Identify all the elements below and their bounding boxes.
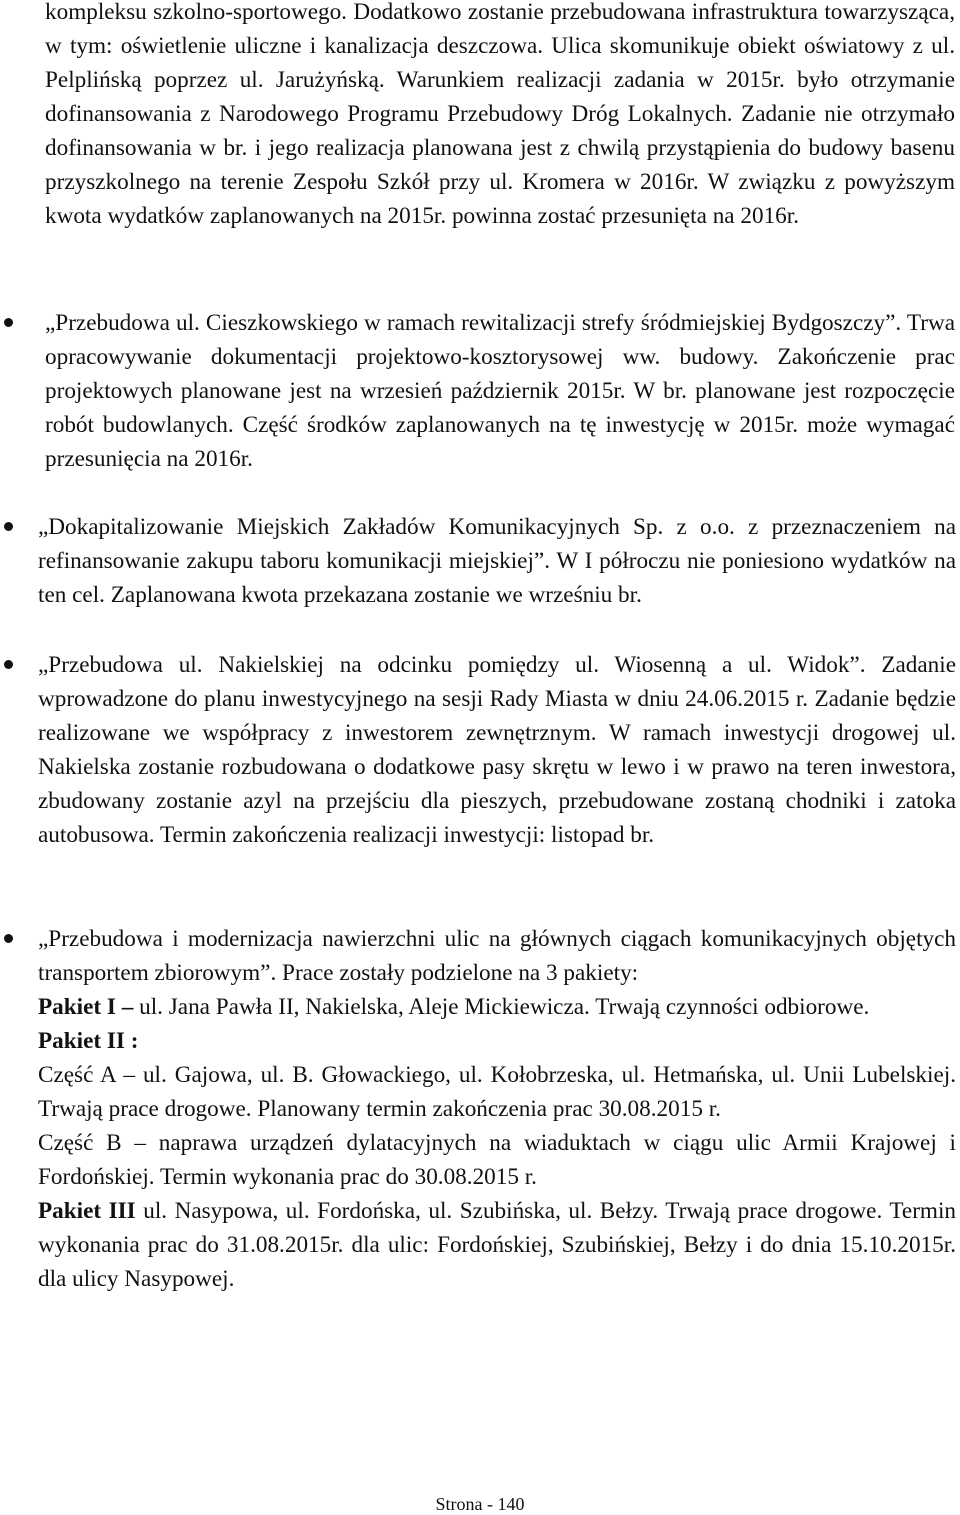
pakiet-1 (38, 990, 956, 1024)
list-item (0, 922, 960, 1402)
pakiet-3-text: ul. Nasypowa, ul. Fordońska, ul. Szubińska, ul. Bełzy. Trwają prace drogowe. Termin wykonania prac do 31.08.2015r. dla ulic: Fordońskiej, Szubińskiej, Bełzy i do dnia 15.10.2015r. dla ulicy Nasypowej. (38, 1198, 957, 1292)
bullet-icon (4, 522, 13, 531)
list-item-text: „Przebudowa ul. Cieszkowskiego w ramach rewitalizacji strefy śródmiejskiej Bydgoszczy”. Trwa opracowywanie dokumentacji projektowo-kosztorysowej ww. budowy. Zakończenie prac projektowych planowane jest na wrzesień październik 2015r. W br. planowane jest rozpoczęcie robót budowlanych. Część środków zaplanowanych na tę inwestycję w 2015r. może wymagać przesunięcia na 2016r. (45, 310, 955, 472)
bullet-icon (4, 318, 13, 327)
bullet-icon (4, 660, 13, 669)
bullet-icon (4, 934, 13, 943)
page-number: Strona - 140 (435, 1494, 525, 1514)
list-item (0, 510, 960, 646)
list-item-text: „Dokapitalizowanie Miejskich Zakładów Komunikacyjnych Sp. z o.o. z przeznaczeniem na refinansowanie zakupu taboru komunikacji miejskiej”. W I półroczu nie poniesiono wydatków na ten cel. Zaplanowana kwota przekazana zostanie we wrześniu br. (38, 514, 956, 608)
pakiet-2-label: Pakiet II : (38, 1028, 139, 1054)
list-item-text: „Przebudowa ul. Nakielskiej na odcinku pomiędzy ul. Wiosenną a ul. Widok”. Zadanie wprowadzone do planu inwestycyjnego na sesji Rady Miasta w dniu 24.06.2015 r. Zadanie będzie realizowane we współpracy z inwestorem zewnętrznym. W ramach inwestycji drogowej ul. Nakielska zostanie rozbudowana o dodatkowe pasy skrętu w lewo i w prawo na teren inwestora, zbudowany zostanie azyl na przejściu dla pieszych, przebudowane zostaną chodniki i zatoka autobusowa. Termin zakończenia realizacji inwestycji: listopad br. (38, 652, 956, 848)
pakiet-2-czesc-b: Część B – naprawa urządzeń dylatacyjnych na wiaduktach w ciągu ulic Armii Krajowej i Fordońskiej. Termin wykonania prac do 30.08.2015 r. (38, 1130, 956, 1190)
pakiet-2-czesc-a: Część A – ul. Gajowa, ul. B. Głowackiego, ul. Kołobrzeska, ul. Hetmańska, ul. Unii Lubelskiej. Trwają prace drogowe. Planowany termin zakończenia prac 30.08.2015 r. (38, 1062, 956, 1122)
pakiet-3 (38, 1194, 956, 1296)
list-item-text (38, 922, 956, 1296)
pakiet-1-text: ul. Jana Pawła II, Nakielska, Aleje Mickiewicza. Trwają czynności odbiorowe. (133, 994, 870, 1020)
pakiety-intro: „Przebudowa i modernizacja nawierzchni ulic na głównych ciągach komunikacyjnych objętych transportem zbiorowym”. Prace zostały podzielone na 3 pakiety: (38, 926, 956, 986)
list-item (0, 306, 960, 510)
pakiet-1-label: Pakiet I – (38, 994, 134, 1020)
continued-paragraph: kompleksu szkolno-sportowego. Dodatkowo zostanie przebudowana infrastruktura towarzysząca, w tym: oświetlenie uliczne i kanalizacja deszczowa. Ulica skomunikuje obiekt oświatowy z ul. Pelplińską poprzez ul. Jarużyńską. Warunkiem realizacji zadania w 2015r. było otrzymanie dofinansowania z Narodowego Programu Przebudowy Dróg Lokalnych. Zadanie nie otrzymało dofinansowania w br. i jego realizacja planowana jest z chwilą przystąpienia do budowy basenu przyszkolnego na terenie Zespołu Szkół przy ul. Kromera w 2016r. W związku z powyższym kwota wydatków zaplanowanych na 2015r. powinna zostać przesunięta na 2016r. (45, 0, 955, 229)
list-item (0, 648, 960, 920)
pakiet-3-label: Pakiet III (38, 1198, 136, 1224)
